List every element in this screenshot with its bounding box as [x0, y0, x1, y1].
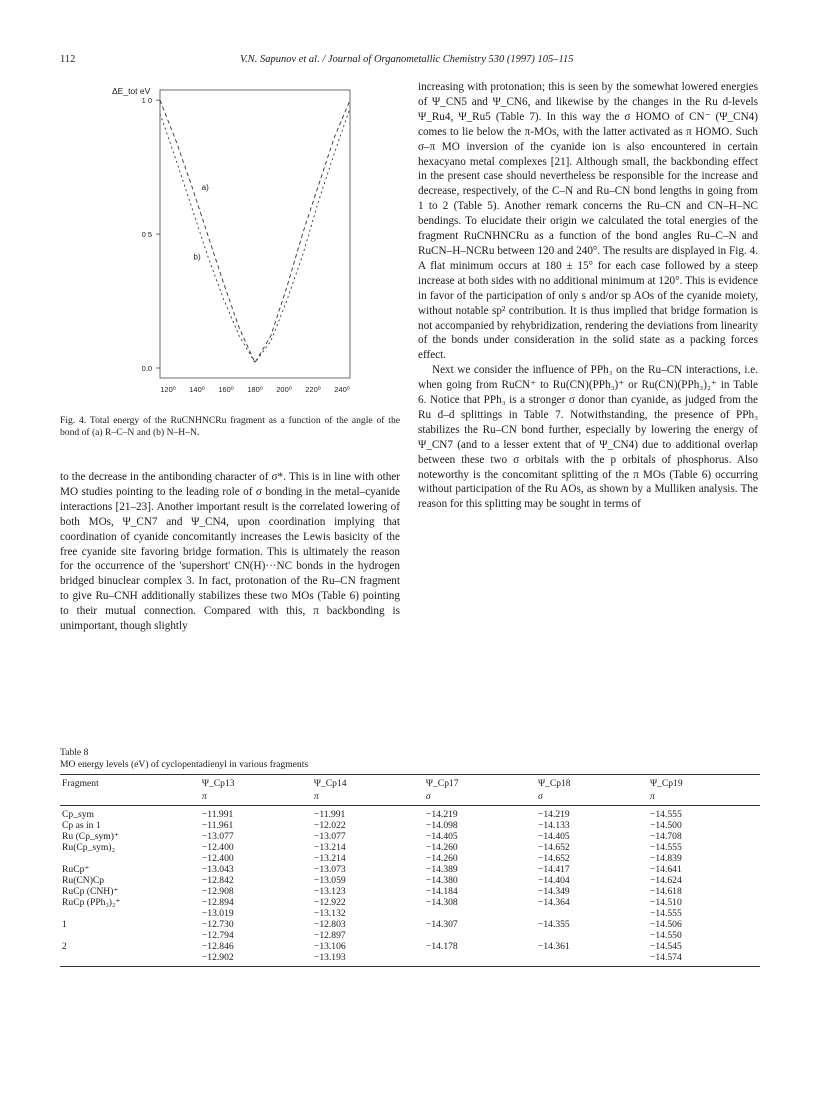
column-header: Ψ_Cp14 [312, 775, 424, 791]
table-cell: −14.550 [649, 930, 682, 941]
left-column [60, 470, 400, 634]
table-cell: −14.349 [537, 886, 570, 897]
table-cell: −12.894 [201, 897, 234, 908]
table-cell: −14.361 [537, 941, 570, 952]
table-cell: Ru(Cp_sym)₂ [62, 842, 115, 853]
table-cell: Ru(CN)Cp [62, 875, 105, 886]
table-cell: Cp as in 1 [62, 820, 101, 831]
column-header: Ψ_Cp17 [424, 775, 536, 791]
column-header: Ψ_Cp13 [200, 775, 312, 791]
figure-caption: Fig. 4. Total energy of the RuCNHNCRu fragment as a function of the angle of the bond of (a) R–C–N and (b) N–H–N. [60, 415, 400, 438]
table-cell [60, 908, 200, 919]
curve-label: a) [201, 182, 209, 192]
table-cell: −11.991 [313, 809, 346, 820]
column-subheader: σ [536, 790, 648, 806]
figure-4 [60, 80, 400, 410]
table-cell [536, 908, 648, 919]
table-cell: −12.908 [201, 886, 234, 897]
table-cell: Cp_sym [62, 809, 94, 820]
table-cell: −14.618 [649, 886, 682, 897]
table-row [60, 831, 760, 842]
table-cell: −14.219 [537, 809, 570, 820]
right-paragraph-2: Next we consider the influence of PPh₃ on the Ru–CN interactions, i.e. when going from RuCN⁺ to Ru(CN)(PPh₃)⁺ or Ru(CN)(PPh₃)₂⁺ in Table 6. Notice that PPh₃ is a stronger σ donor than cyanide, as judged from the Ru d–d splittings in Table 7. Notwithstanding, the presence of PPh₃ stabilizes the Ru–CN bond further, especially by lowering the energy of Ψ_CN7 (and to a lesser extent that of Ψ_CN4) due to additional overlap between these two σ orbitals with the p orbitals of phosphorus. Also noteworthy is the concomitant splitting of the π MOs (Table 6) occurring without participation of the Ru AOs, as shown by a Mulliken analysis. The reason for this splitting may be sought in terms of [418, 364, 758, 511]
table-cell: −13.059 [313, 875, 346, 886]
table-row [60, 875, 760, 886]
table-cell: −13.193 [312, 952, 424, 967]
table-cell: −12.842 [201, 875, 234, 886]
table-cell: −14.355 [537, 919, 570, 930]
table-title: MO energy levels (eV) of cyclopentadienyl in various fragments [60, 759, 309, 770]
y-axis-label: ΔE_tot eV [112, 86, 151, 96]
table-cell: −12.846 [201, 941, 234, 952]
table-cell [424, 930, 536, 941]
column-header: Ψ_Cp19 [648, 775, 760, 791]
table-row [60, 886, 760, 897]
table-cell: −14.417 [537, 864, 570, 875]
column-header: Ψ_Cp18 [536, 775, 648, 791]
table-cell: −12.794 [201, 930, 234, 941]
table-cell: −12.400 [201, 853, 234, 864]
y-tick-label: 0 5 [141, 230, 152, 240]
table-row [60, 919, 760, 930]
table-cell: −13.043 [201, 864, 234, 875]
table-cell: −14.184 [425, 886, 458, 897]
table-cell: −13.123 [313, 886, 346, 897]
table-cell: −14.652 [537, 842, 570, 853]
column-header: Fragment [60, 775, 200, 791]
x-tick-label: 220⁰ [305, 385, 321, 394]
column-subheader [60, 790, 200, 806]
left-paragraph: to the decrease in the antibonding character of σ*. This is in line with other MO studies pointing to the leading role of σ bonding in the metal–cyanide interactions [21–23]. Another important result is the correlated lowering of both MOs, Ψ_CN7 and Ψ_CN4, upon coordination implying that coordination of cyanide concomitantly increases the Lewis basicity of the free cyanide site favoring bridge formation. This is ultimately the reason for the occurrence of the 'supershort' CN(H)···NC bonds in the hydrogen bridged binuclear complex 3. In fact, protonation of the Ru–CN fragment to give Ru–CNH additionally stabilizes these two MOs (Table 6) pointing to their mutual connection. Compared with this, π backbonding is unimportant, though slightly [60, 471, 400, 633]
column-subheader: π [200, 790, 312, 806]
table-cell: −11.961 [201, 820, 234, 831]
table-cell: 2 [62, 941, 67, 952]
table-cell: −14.555 [649, 908, 682, 919]
curve-label: b) [193, 252, 201, 262]
y-tick-label: 0.0 [141, 364, 152, 373]
plot-frame [160, 90, 350, 378]
table-cell: −14.555 [649, 842, 682, 853]
table-cell [60, 930, 200, 941]
table-cell: −14.389 [425, 864, 458, 875]
table-cell: −14.555 [649, 809, 682, 820]
page-header [60, 54, 760, 70]
table-label: Table 8 [60, 747, 89, 758]
x-tick-label: 200⁰ [276, 385, 292, 394]
table-cell: −13.077 [313, 831, 346, 842]
table-cell: −14.641 [649, 864, 682, 875]
table-cell: −11.991 [201, 809, 234, 820]
table-cell: −13.077 [201, 831, 234, 842]
table-cell: −12.902 [200, 952, 312, 967]
table-cell: −14.133 [537, 820, 570, 831]
column-subheader: σ [424, 790, 536, 806]
table-cell: −14.307 [425, 919, 458, 930]
table-cell: −14.380 [425, 875, 458, 886]
table-row [60, 853, 760, 864]
table-cell [536, 930, 648, 941]
table-cell: −12.400 [201, 842, 234, 853]
table-cell: −12.730 [201, 919, 234, 930]
table-cell: −14.405 [537, 831, 570, 842]
table-cell: −14.500 [649, 820, 682, 831]
energy-chart [60, 80, 400, 410]
table-row [60, 806, 760, 821]
table-cell: RuCp⁺ [62, 864, 90, 875]
x-tick-label: 140⁰ [189, 385, 205, 394]
table-row [60, 908, 760, 919]
table-cell [536, 952, 648, 967]
table-cell: −12.803 [313, 919, 346, 930]
table-cell: −14.260 [425, 842, 458, 853]
table-row [60, 820, 760, 831]
table-row [60, 842, 760, 853]
series-b-line [160, 108, 350, 362]
series-a-line [160, 100, 350, 362]
running-title: V.N. Sapunov et al. / Journal of Organometallic Chemistry 530 (1997) 105–115 [240, 54, 574, 65]
table-row [60, 930, 760, 941]
table-cell: −14.364 [537, 897, 570, 908]
table-row [60, 864, 760, 875]
table-cell: RuCp (CNH)⁺ [62, 886, 119, 897]
table-cell: −14.624 [649, 875, 682, 886]
table-cell: −14.219 [425, 809, 458, 820]
table-cell: −14.405 [425, 831, 458, 842]
table-cell [424, 952, 536, 967]
table-cell: −14.506 [649, 919, 682, 930]
table-cell: −13.019 [201, 908, 234, 919]
table-cell [60, 853, 200, 864]
table-cell: −13.214 [313, 853, 346, 864]
y-tick-label: 1 0 [141, 96, 152, 106]
right-column [418, 80, 758, 512]
table-cell: −13.073 [313, 864, 346, 875]
table-cell: −14.178 [425, 941, 458, 952]
table-cell: −12.922 [313, 897, 346, 908]
table-cell: −13.132 [313, 908, 346, 919]
table-cell: −14.308 [425, 897, 458, 908]
table-cell: −12.897 [313, 930, 346, 941]
table-cell: 1 [62, 919, 67, 930]
table-cell: −14.708 [649, 831, 682, 842]
table-row [60, 952, 760, 967]
table-8 [60, 774, 760, 967]
x-tick-label: 180⁰ [247, 385, 263, 394]
table-cell [424, 908, 536, 919]
table-cell [60, 952, 200, 967]
table-row [60, 897, 760, 908]
table-cell: −14.098 [425, 820, 458, 831]
table-cell: Ru (Cp_sym)⁺ [62, 831, 120, 842]
table-cell: RuCp (PPh₃)₂⁺ [62, 897, 121, 908]
table-cell: −14.574 [648, 952, 760, 967]
table-cell: −14.652 [537, 853, 570, 864]
column-subheader: π [312, 790, 424, 806]
right-paragraph-1: increasing with protonation; this is seen by the somewhat lowered energies of Ψ_CN5 and Ψ_CN6, and likewise by the changes in the Ru d-levels Ψ_Ru4, Ψ_Ru5 (Table 7). In this way the σ HOMO of CN⁻ (Ψ_CN4) comes to lie below the π-MOs, with the latter activated as π HOMO. Such σ–π MO inversion of the cyanide ion is also encountered in certain hexacyano metal complexes [21]. Although small, the backbonding effect in the present case should nevertheless be responsible for the increase and decrease, respectively, of the C–N and Ru–CN bond lengths in going from 1 to 2 (Table 5). Another remark concerns the Ru–CN and CN–H–NC bendings. To elucidate their origin we calculated the total energies of the fragment RuCNHNCRu as a function of the bond angles Ru–C–N and RuCN–H–NCRu between 120 and 240°. The results are displayed in Fig. 4. A flat minimum occurs at 180 ± 15° for each case followed by a steep increase at both sides with no additional minimum at 120°. This is evidence in favor of the participation of only s and/or sp AOs of the cyanide moiety, without notable sp² contribution. It is thus implied that bridge formation is not accompanied by rehybridization, rendering the deviations from linearity of the bonds under consideration in the solid state as a packing forces effect. [418, 81, 758, 362]
table-cell: −14.839 [649, 853, 682, 864]
table-row [60, 941, 760, 952]
x-tick-label: 120⁰ [160, 385, 176, 394]
table-cell: −13.106 [313, 941, 346, 952]
table-cell: −14.260 [425, 853, 458, 864]
table-cell: −14.404 [537, 875, 570, 886]
table-cell: −14.545 [649, 941, 682, 952]
x-tick-label: 160⁰ [218, 385, 234, 394]
table-caption [60, 747, 760, 771]
table-cell: −12.022 [313, 820, 346, 831]
x-tick-label: 240⁰ [334, 385, 350, 394]
table-cell: −14.510 [649, 897, 682, 908]
column-subheader: π [648, 790, 760, 806]
page-number: 112 [60, 54, 76, 65]
table-cell: −13.214 [313, 842, 346, 853]
